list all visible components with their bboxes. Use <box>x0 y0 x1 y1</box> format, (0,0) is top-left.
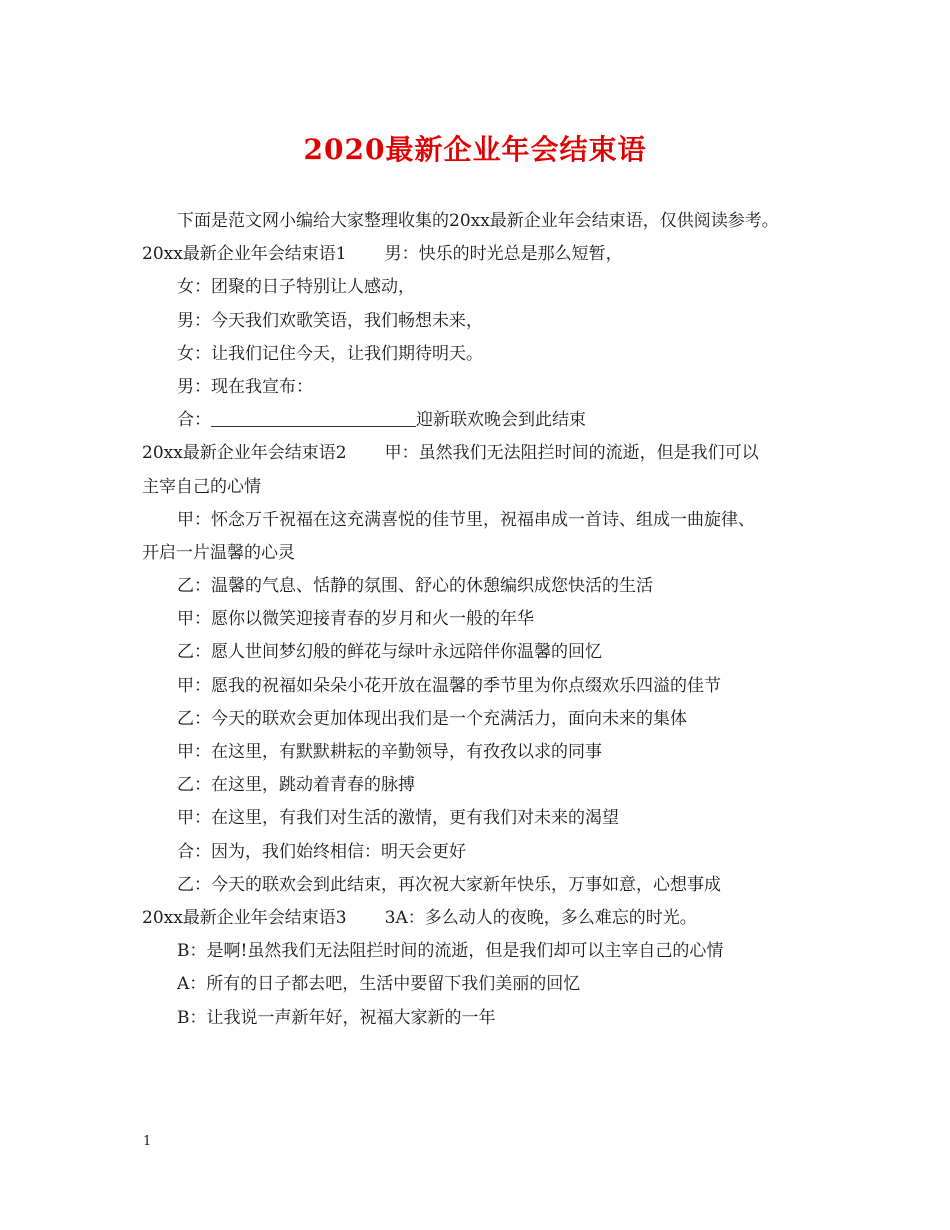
section-heading: 20xx最新企业年会结束语1 <box>142 244 347 265</box>
dialogue-line: 乙：在这里，跳动着青春的脉搏 <box>177 775 415 796</box>
closing-line <box>142 404 814 437</box>
intro-paragraph: 下面是范文网小编给大家整理收集的20xx最新企业年会结束语，仅供阅读参考。 <box>177 211 779 231</box>
document-title: 2020最新企业年会结束语 <box>303 133 647 166</box>
dialogue-line: 男：现在我宣布： <box>177 376 313 397</box>
dialogue-line: A：所有的日子都去吧，生活中要留下我们美丽的回忆 <box>177 974 581 995</box>
dialogue-line: 男：今天我们欢歌笑语，我们畅想未来， <box>177 310 483 331</box>
dialogue-line: 乙：愿人世间梦幻般的鲜花与绿叶永远陪伴你温馨的回忆 <box>177 642 602 663</box>
dialogue-line: 乙：今天的联欢会到此结束，再次祝大家新年快乐，万事如意，心想事成 <box>177 874 721 895</box>
dialogue-line: 男：快乐的时光总是那么短暂， <box>384 244 623 265</box>
section-2-heading-line <box>142 437 814 470</box>
section-1-heading-line <box>142 238 814 271</box>
dialogue-line: B：让我说一声新年好，祝福大家新的一年 <box>177 1007 496 1028</box>
dialogue-line: 甲：在这里，有默默耕耘的辛勤领导，有孜孜以求的同事 <box>177 742 602 763</box>
closing-prefix: 合： <box>177 410 211 431</box>
section-heading: 20xx最新企业年会结束语2 <box>142 443 347 464</box>
dialogue-line: 乙：温馨的气息、恬静的氛围、舒心的休憩编织成您快活的生活 <box>177 576 653 597</box>
dialogue-line: 乙：今天的联欢会更加体现出我们是一个充满活力，面向未来的集体 <box>177 708 687 729</box>
dialogue-line: B：是啊!虽然我们无法阻拦时间的流逝，但是我们却可以主宰自己的心情 <box>177 941 724 962</box>
section-heading: 20xx最新企业年会结束语3 <box>142 907 347 928</box>
dialogue-line: 女：团聚的日子特别让人感动， <box>177 277 415 298</box>
dialogue-line-continued: 主宰自己的心情 <box>142 476 261 497</box>
section-3-heading-line <box>142 902 814 935</box>
fill-in-blank <box>211 408 416 427</box>
page-number: 1 <box>143 1134 152 1149</box>
dialogue-line: 甲：在这里，有我们对生活的激情，更有我们对未来的渴望 <box>177 808 619 829</box>
dialogue-line: 甲：愿你以微笑迎接青春的岁月和火一般的年华 <box>177 609 534 630</box>
dialogue-line: 甲：愿我的祝福如朵朵小花开放在温馨的季节里为你点缀欢乐四溢的佳节 <box>177 675 721 696</box>
dialogue-line: 3A：多么动人的夜晚，多么难忘的时光。 <box>384 907 697 928</box>
closing-suffix: 迎新联欢晚会到此结束 <box>416 410 586 431</box>
dialogue-line: 女：让我们记住今天，让我们期待明天。 <box>177 343 483 364</box>
dialogue-line: 甲：怀念万千祝福在这充满喜悦的佳节里，祝福串成一首诗、组成一曲旋律、 <box>177 509 755 530</box>
dialogue-line: 合：因为，我们始终相信：明天会更好 <box>177 841 466 862</box>
document-body <box>142 205 814 1035</box>
dialogue-line-continued: 开启一片温馨的心灵 <box>142 542 295 563</box>
dialogue-line: 甲：虽然我们无法阻拦时间的流逝，但是我们可以 <box>384 443 759 464</box>
